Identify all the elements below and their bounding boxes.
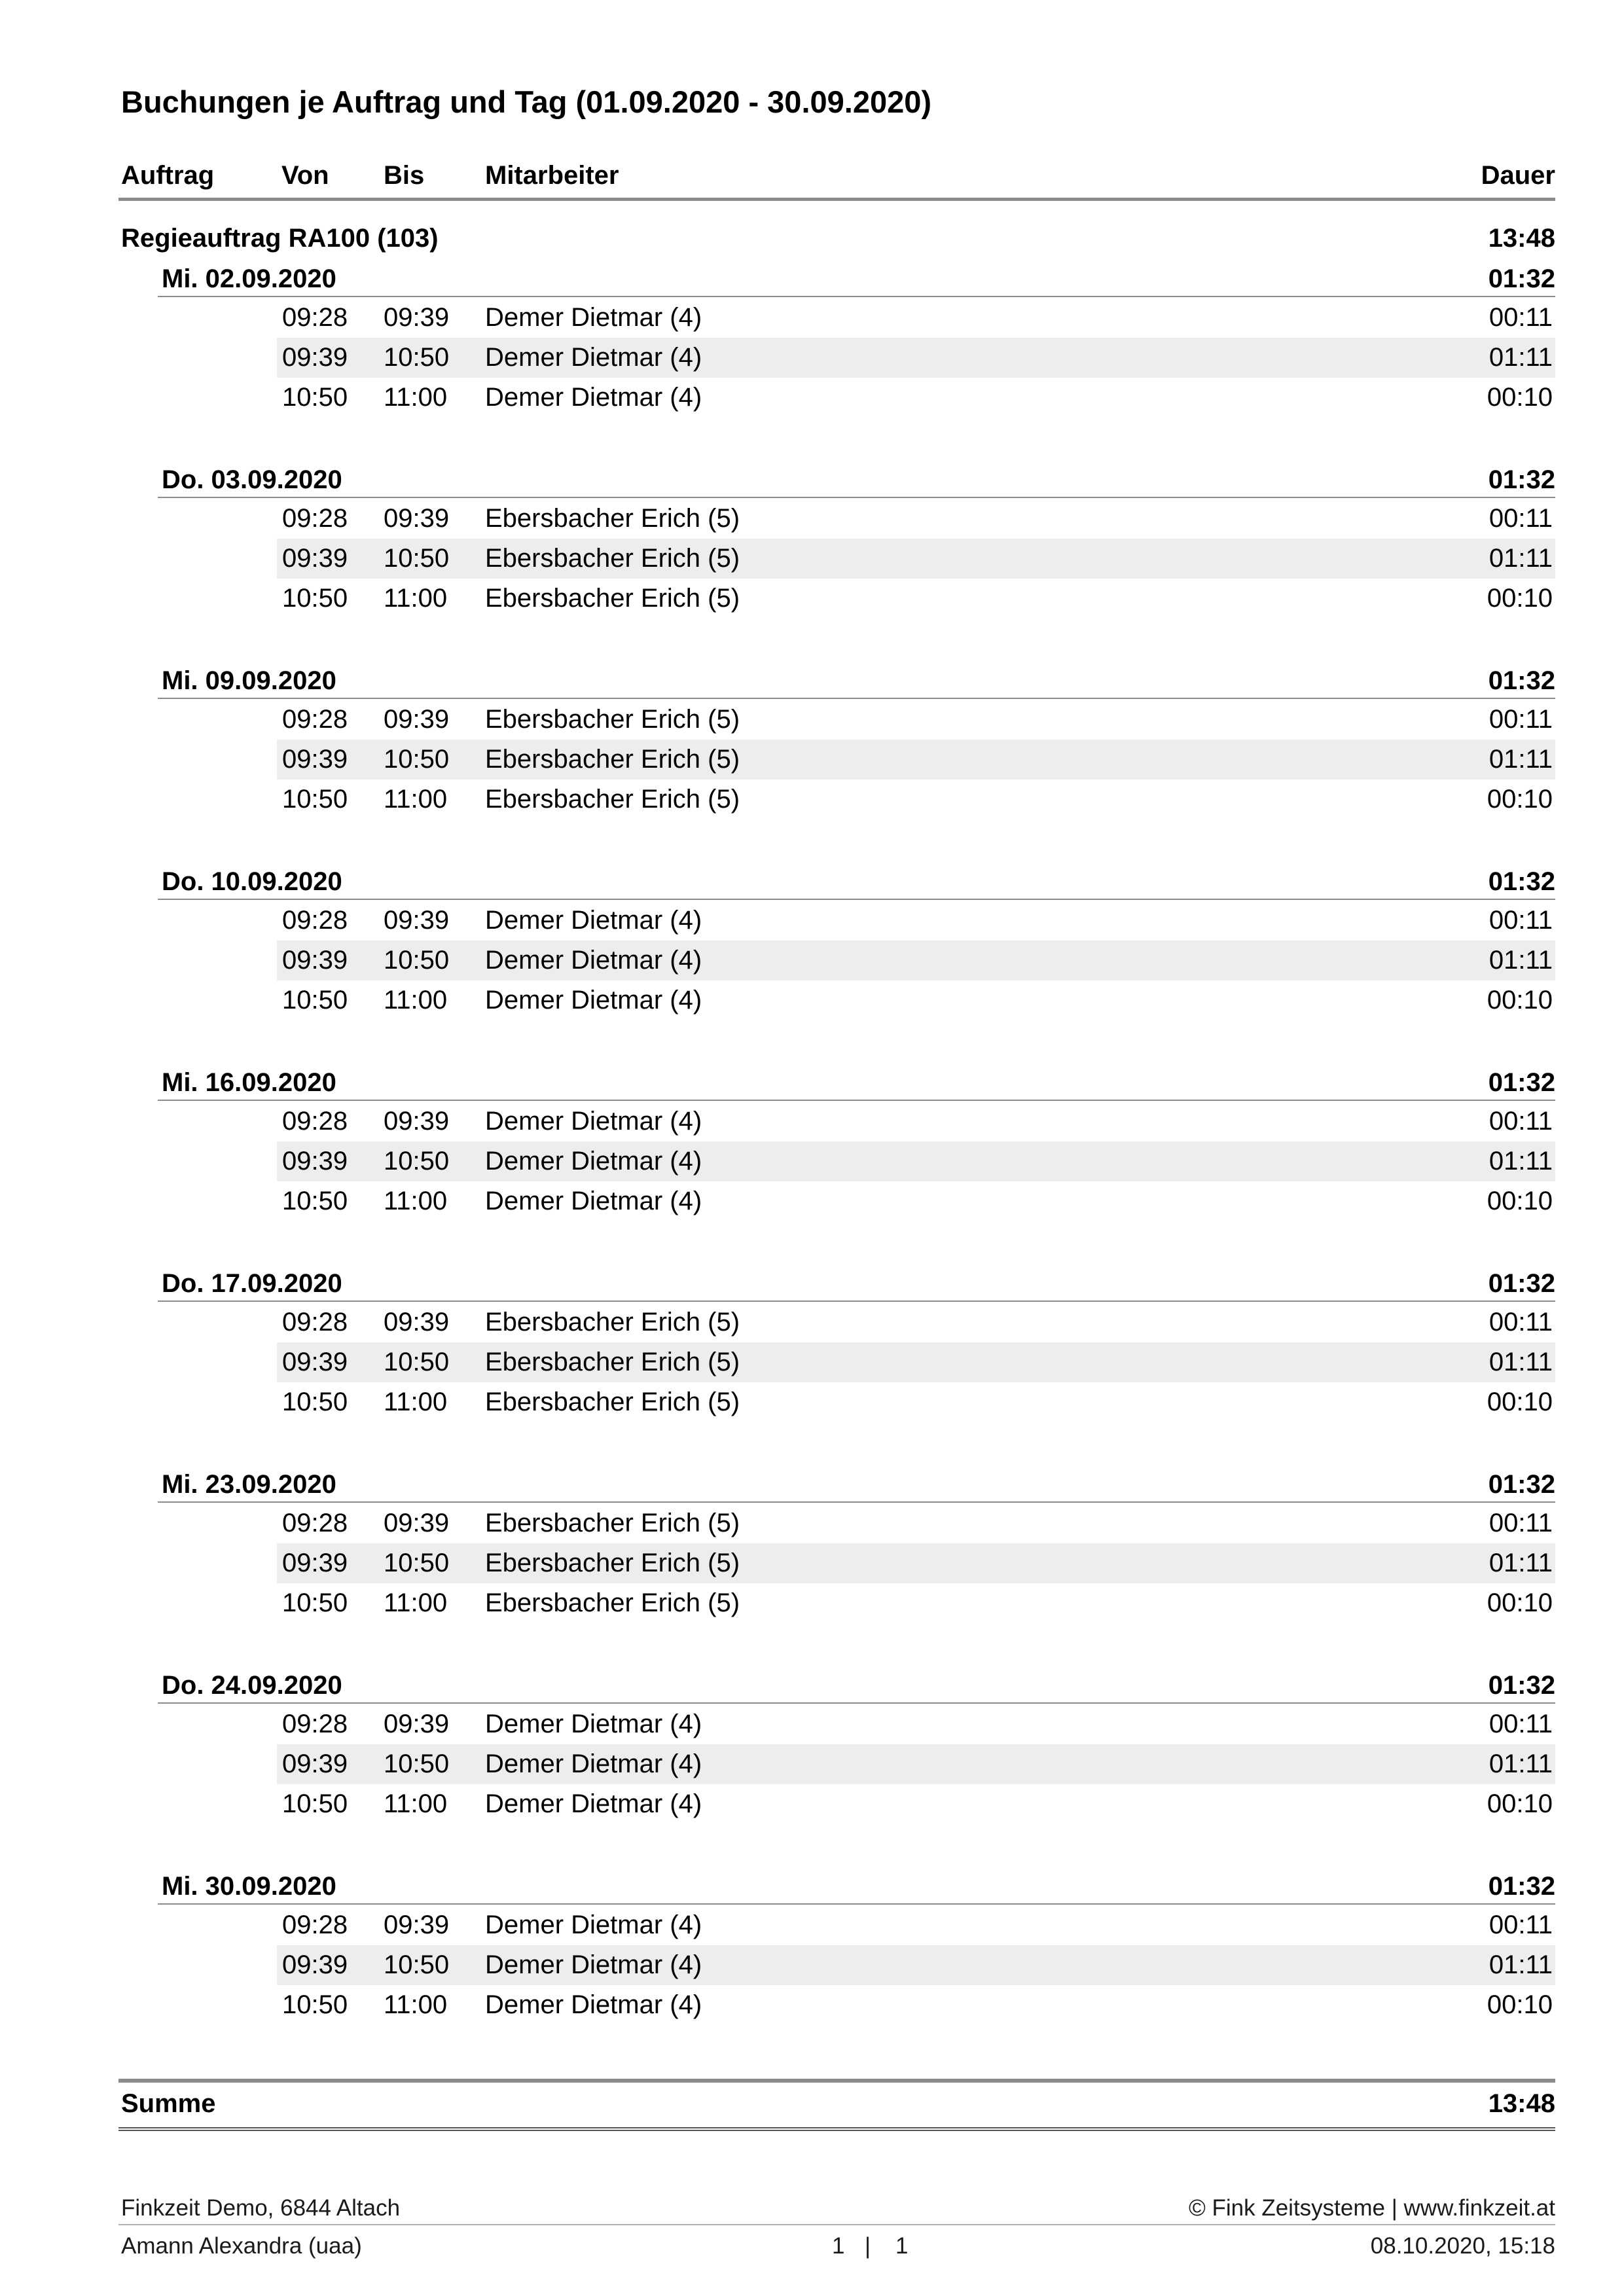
booking-von: 09:39	[282, 745, 348, 774]
booking-von: 10:50	[282, 1990, 348, 2019]
column-header-row	[118, 157, 1555, 201]
booking-mitarbeiter: Demer Dietmar (4)	[485, 906, 702, 935]
booking-bis: 09:39	[384, 1509, 450, 1537]
booking-von: 09:28	[282, 303, 348, 332]
booking-von: 09:28	[282, 1710, 348, 1738]
booking-row	[277, 1744, 1555, 1784]
booking-mitarbeiter: Demer Dietmar (4)	[485, 1187, 702, 1215]
day-header	[158, 1265, 1555, 1302]
day-header	[158, 1667, 1555, 1704]
day-header	[158, 461, 1555, 498]
booking-mitarbeiter: Demer Dietmar (4)	[485, 1710, 702, 1738]
day-header	[158, 1466, 1555, 1503]
booking-dauer: 01:11	[1489, 1147, 1553, 1175]
booking-row	[277, 1543, 1555, 1583]
day-group	[118, 1064, 1555, 1241]
booking-bis: 11:00	[384, 986, 448, 1014]
booking-row	[277, 980, 1555, 1020]
day-date: Do. 17.09.2020	[162, 1269, 342, 1298]
booking-dauer: 01:11	[1489, 544, 1553, 573]
booking-mitarbeiter: Demer Dietmar (4)	[485, 1749, 702, 1778]
day-header	[158, 662, 1555, 699]
booking-von: 09:39	[282, 1950, 348, 1979]
booking-dauer: 01:11	[1489, 946, 1553, 975]
booking-row	[277, 1985, 1555, 2025]
booking-row	[277, 1583, 1555, 1623]
booking-von: 09:28	[282, 1910, 348, 1939]
booking-row	[277, 1704, 1555, 1744]
day-total: 01:32	[1488, 1872, 1555, 1901]
booking-dauer: 00:10	[1487, 785, 1553, 814]
footer-user: Amann Alexandra (uaa)	[121, 2233, 362, 2259]
booking-mitarbeiter: Ebersbacher Erich (5)	[485, 745, 740, 774]
booking-row	[277, 1342, 1555, 1382]
booking-mitarbeiter: Demer Dietmar (4)	[485, 1910, 702, 1939]
booking-dauer: 00:10	[1487, 584, 1553, 613]
booking-von: 10:50	[282, 1388, 348, 1416]
summary-total: 13:48	[1488, 2089, 1555, 2118]
report-title: Buchungen je Auftrag und Tag (01.09.2020 - 30.09.2020)	[121, 84, 932, 119]
booking-von: 09:28	[282, 705, 348, 734]
footer-line-1	[118, 2191, 1555, 2225]
day-group	[118, 260, 1555, 437]
booking-dauer: 00:11	[1489, 1710, 1553, 1738]
booking-row	[277, 1382, 1555, 1422]
booking-bis: 09:39	[384, 303, 450, 332]
booking-von: 09:28	[282, 504, 348, 533]
booking-von: 09:39	[282, 544, 348, 573]
booking-mitarbeiter: Ebersbacher Erich (5)	[485, 785, 740, 814]
booking-bis: 11:00	[384, 1187, 448, 1215]
booking-mitarbeiter: Ebersbacher Erich (5)	[485, 1588, 740, 1617]
booking-bis: 11:00	[384, 1789, 448, 1818]
column-mitarbeiter: Mitarbeiter	[485, 161, 619, 190]
day-date: Do. 24.09.2020	[162, 1671, 342, 1700]
booking-mitarbeiter: Ebersbacher Erich (5)	[485, 1509, 740, 1537]
booking-bis: 10:50	[384, 1549, 450, 1577]
booking-row	[277, 740, 1555, 780]
booking-row	[277, 539, 1555, 579]
booking-von: 10:50	[282, 584, 348, 613]
booking-dauer: 00:11	[1489, 504, 1553, 533]
day-group	[118, 662, 1555, 839]
booking-von: 10:50	[282, 1588, 348, 1617]
day-total: 01:32	[1488, 465, 1555, 494]
booking-bis: 11:00	[384, 785, 448, 814]
booking-dauer: 00:10	[1487, 986, 1553, 1014]
footer-page-total: 1	[895, 2233, 909, 2259]
booking-row	[277, 338, 1555, 378]
booking-von: 09:39	[282, 1348, 348, 1376]
booking-row	[277, 1102, 1555, 1141]
day-date: Mi. 23.09.2020	[162, 1470, 336, 1499]
booking-row	[277, 1141, 1555, 1181]
day-group	[118, 1265, 1555, 1442]
booking-row	[277, 1302, 1555, 1342]
booking-von: 09:28	[282, 1107, 348, 1136]
booking-von: 09:39	[282, 1147, 348, 1175]
day-date: Mi. 30.09.2020	[162, 1872, 336, 1901]
order-row	[118, 220, 1555, 257]
booking-bis: 11:00	[384, 1990, 448, 2019]
day-date: Do. 10.09.2020	[162, 867, 342, 896]
booking-mitarbeiter: Demer Dietmar (4)	[485, 1107, 702, 1136]
day-group	[118, 1667, 1555, 1844]
booking-mitarbeiter: Ebersbacher Erich (5)	[485, 1308, 740, 1336]
booking-von: 09:39	[282, 1749, 348, 1778]
booking-row	[277, 1181, 1555, 1221]
booking-mitarbeiter: Ebersbacher Erich (5)	[485, 705, 740, 734]
column-bis: Bis	[384, 161, 425, 190]
day-total: 01:32	[1488, 1671, 1555, 1700]
booking-dauer: 00:10	[1487, 1187, 1553, 1215]
booking-row	[277, 1784, 1555, 1824]
day-group	[118, 863, 1555, 1040]
booking-bis: 11:00	[384, 1588, 448, 1617]
page-footer	[118, 2191, 1555, 2270]
day-total: 01:32	[1488, 264, 1555, 293]
booking-bis: 09:39	[384, 1910, 450, 1939]
day-date: Do. 03.09.2020	[162, 465, 342, 494]
booking-mitarbeiter: Demer Dietmar (4)	[485, 946, 702, 975]
booking-von: 09:39	[282, 1549, 348, 1577]
booking-row	[277, 1503, 1555, 1543]
booking-von: 09:28	[282, 1509, 348, 1537]
booking-row	[277, 941, 1555, 980]
booking-mitarbeiter: Ebersbacher Erich (5)	[485, 504, 740, 533]
order-name: Regieauftrag RA100 (103)	[121, 224, 439, 253]
booking-bis: 09:39	[384, 504, 450, 533]
booking-von: 09:28	[282, 1308, 348, 1336]
booking-mitarbeiter: Demer Dietmar (4)	[485, 1789, 702, 1818]
day-total: 01:32	[1488, 1269, 1555, 1298]
order-total: 13:48	[1488, 224, 1555, 253]
day-total: 01:32	[1488, 666, 1555, 695]
booking-bis: 10:50	[384, 544, 450, 573]
booking-dauer: 00:11	[1489, 906, 1553, 935]
booking-row	[277, 901, 1555, 941]
booking-row	[277, 298, 1555, 338]
day-date: Mi. 02.09.2020	[162, 264, 336, 293]
footer-company: Finkzeit Demo, 6844 Altach	[121, 2195, 401, 2221]
booking-mitarbeiter: Ebersbacher Erich (5)	[485, 1549, 740, 1577]
booking-dauer: 01:11	[1489, 1749, 1553, 1778]
booking-von: 10:50	[282, 1187, 348, 1215]
booking-von: 10:50	[282, 1789, 348, 1818]
booking-mitarbeiter: Demer Dietmar (4)	[485, 383, 702, 412]
day-header	[158, 863, 1555, 900]
day-date: Mi. 16.09.2020	[162, 1068, 336, 1097]
footer-page-separator: |	[865, 2233, 871, 2259]
booking-von: 09:39	[282, 946, 348, 975]
day-group	[118, 1466, 1555, 1643]
booking-mitarbeiter: Demer Dietmar (4)	[485, 343, 702, 372]
booking-dauer: 00:11	[1489, 1107, 1553, 1136]
booking-dauer: 01:11	[1489, 1348, 1553, 1376]
booking-row	[277, 499, 1555, 539]
booking-von: 10:50	[282, 785, 348, 814]
booking-mitarbeiter: Demer Dietmar (4)	[485, 986, 702, 1014]
booking-bis: 11:00	[384, 383, 448, 412]
booking-dauer: 00:10	[1487, 1388, 1553, 1416]
booking-dauer: 00:10	[1487, 1588, 1553, 1617]
booking-row	[277, 378, 1555, 418]
booking-dauer: 01:11	[1489, 1549, 1553, 1577]
booking-row	[277, 780, 1555, 819]
booking-bis: 10:50	[384, 1749, 450, 1778]
booking-mitarbeiter: Demer Dietmar (4)	[485, 1990, 702, 2019]
booking-mitarbeiter: Ebersbacher Erich (5)	[485, 1388, 740, 1416]
booking-dauer: 00:11	[1489, 1308, 1553, 1336]
day-group	[118, 461, 1555, 638]
booking-mitarbeiter: Demer Dietmar (4)	[485, 1950, 702, 1979]
day-date: Mi. 09.09.2020	[162, 666, 336, 695]
summary-label: Summe	[121, 2089, 216, 2118]
footer-page-current: 1	[832, 2233, 845, 2259]
column-dauer: Dauer	[1481, 161, 1555, 190]
day-group	[118, 1868, 1555, 2045]
booking-dauer: 00:11	[1489, 1509, 1553, 1537]
booking-mitarbeiter: Ebersbacher Erich (5)	[485, 544, 740, 573]
booking-bis: 09:39	[384, 1710, 450, 1738]
footer-line-2	[118, 2229, 1555, 2262]
booking-row	[277, 1945, 1555, 1985]
booking-von: 09:28	[282, 906, 348, 935]
booking-dauer: 01:11	[1489, 1950, 1553, 1979]
booking-von: 10:50	[282, 383, 348, 412]
booking-dauer: 00:10	[1487, 1789, 1553, 1818]
booking-dauer: 00:10	[1487, 383, 1553, 412]
day-header	[158, 1064, 1555, 1101]
booking-bis: 11:00	[384, 1388, 448, 1416]
booking-row	[277, 579, 1555, 619]
footer-copyright: © Fink Zeitsysteme | www.finkzeit.at	[1188, 2195, 1555, 2221]
booking-bis: 10:50	[384, 1147, 450, 1175]
booking-bis: 10:50	[384, 946, 450, 975]
day-header	[158, 260, 1555, 297]
booking-bis: 10:50	[384, 745, 450, 774]
booking-bis: 10:50	[384, 343, 450, 372]
footer-printed-date: 08.10.2020, 15:18	[1370, 2233, 1555, 2259]
column-von: Von	[281, 161, 329, 190]
booking-dauer: 00:11	[1489, 705, 1553, 734]
booking-dauer: 00:11	[1489, 1910, 1553, 1939]
booking-von: 09:39	[282, 343, 348, 372]
column-auftrag: Auftrag	[121, 161, 215, 190]
booking-dauer: 00:10	[1487, 1990, 1553, 2019]
booking-bis: 09:39	[384, 705, 450, 734]
day-total: 01:32	[1488, 867, 1555, 896]
booking-dauer: 00:11	[1489, 303, 1553, 332]
booking-row	[277, 1905, 1555, 1945]
booking-bis: 10:50	[384, 1950, 450, 1979]
day-header	[158, 1868, 1555, 1905]
summary-row	[118, 2079, 1555, 2131]
booking-bis: 10:50	[384, 1348, 450, 1376]
booking-mitarbeiter: Ebersbacher Erich (5)	[485, 584, 740, 613]
booking-dauer: 01:11	[1489, 745, 1553, 774]
day-total: 01:32	[1488, 1068, 1555, 1097]
booking-bis: 09:39	[384, 1308, 450, 1336]
booking-mitarbeiter: Demer Dietmar (4)	[485, 1147, 702, 1175]
booking-mitarbeiter: Ebersbacher Erich (5)	[485, 1348, 740, 1376]
booking-mitarbeiter: Demer Dietmar (4)	[485, 303, 702, 332]
booking-bis: 09:39	[384, 1107, 450, 1136]
booking-bis: 09:39	[384, 906, 450, 935]
booking-bis: 11:00	[384, 584, 448, 613]
day-total: 01:32	[1488, 1470, 1555, 1499]
booking-dauer: 01:11	[1489, 343, 1553, 372]
booking-row	[277, 700, 1555, 740]
booking-von: 10:50	[282, 986, 348, 1014]
